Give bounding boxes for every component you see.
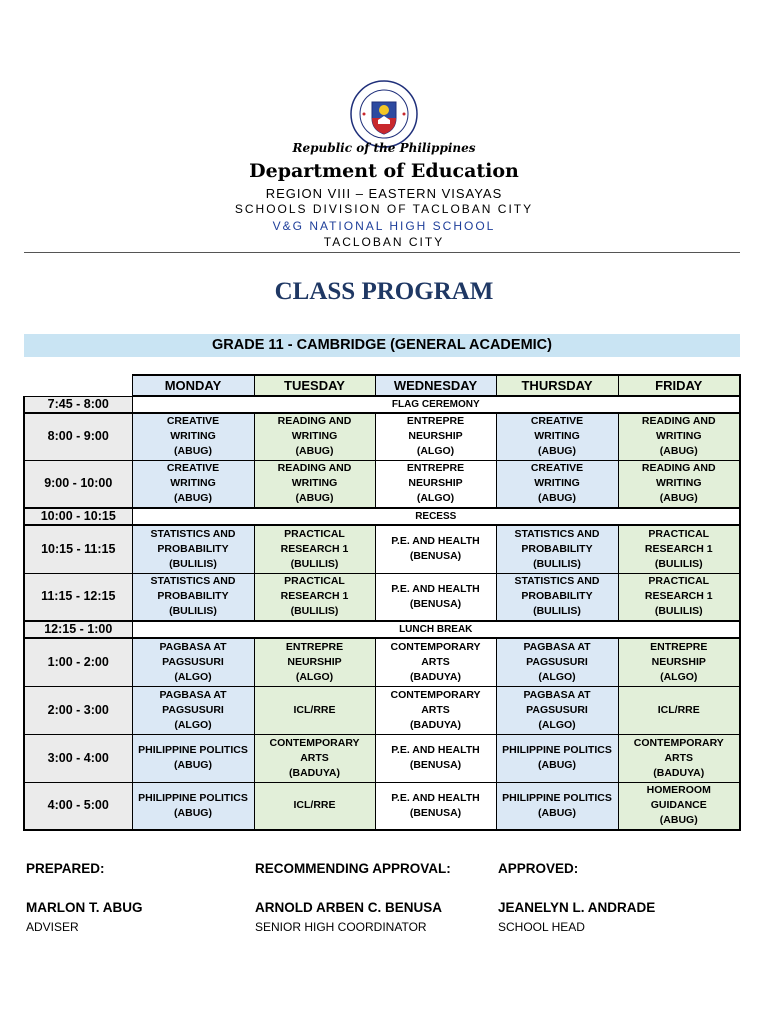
subject-cell bbox=[496, 413, 618, 460]
subject-line: GUIDANCE bbox=[650, 799, 707, 812]
subject-cell bbox=[496, 525, 618, 573]
subject-cell bbox=[618, 573, 740, 621]
subject-cell bbox=[618, 525, 740, 573]
period-row bbox=[24, 525, 740, 573]
subject-line: READING AND bbox=[277, 462, 352, 475]
subject-line: PAGSUSURI bbox=[162, 703, 224, 716]
subject-line: PAGBASA AT bbox=[523, 688, 591, 701]
time-slot: 2:00 - 3:00 bbox=[24, 686, 132, 734]
recommending-label: RECOMMENDING APPROVAL: bbox=[255, 861, 451, 876]
subject-line: PAGSUSURI bbox=[526, 703, 588, 716]
subject-line: PHILIPPINE POLITICS bbox=[138, 791, 248, 804]
subject-cell bbox=[132, 413, 254, 460]
subject-line: (ALGO) bbox=[538, 718, 576, 731]
subject-line: (BADUYA) bbox=[289, 766, 340, 779]
subject-cell bbox=[496, 638, 618, 686]
subject-line: (BADUYA) bbox=[653, 766, 705, 779]
page-title: CLASS PROGRAM bbox=[274, 278, 494, 305]
subject-line: WRITING bbox=[656, 430, 702, 443]
day-header: WEDNESDAY bbox=[375, 375, 496, 396]
subject-line: WRITING bbox=[291, 477, 338, 490]
subject-line: STATISTICS AND bbox=[514, 575, 600, 588]
subject-line: (BULILIS) bbox=[533, 557, 581, 570]
subject-line: (BULILIS) bbox=[654, 557, 703, 570]
break-label: RECESS bbox=[132, 508, 740, 525]
subject-line: (ABUG) bbox=[538, 445, 576, 458]
time-slot: 10:00 - 10:15 bbox=[24, 508, 132, 525]
subject-line: RESEARCH 1 bbox=[644, 590, 713, 603]
subject-line: CONTEMPORARY bbox=[633, 736, 724, 749]
subject-line: (ABUG) bbox=[295, 445, 334, 458]
time-slot: 9:00 - 10:00 bbox=[24, 460, 132, 508]
subject-line: CREATIVE bbox=[166, 415, 220, 428]
subject-line: RESEARCH 1 bbox=[280, 590, 349, 603]
subject-line: (ABUG) bbox=[174, 445, 212, 458]
break-row bbox=[24, 508, 740, 525]
period-row bbox=[24, 638, 740, 686]
period-row bbox=[24, 686, 740, 734]
head-name: JEANELYN L. ANDRADE bbox=[498, 900, 656, 915]
subject-line: (BULILIS) bbox=[169, 557, 217, 570]
subject-line: RESEARCH 1 bbox=[280, 542, 349, 555]
period-row bbox=[24, 460, 740, 508]
subject-cell bbox=[375, 782, 496, 830]
day-header: MONDAY bbox=[132, 375, 254, 396]
subject-line: (ALGO) bbox=[174, 670, 212, 683]
subject-line: ENTREPRE bbox=[285, 640, 344, 653]
subject-line: P.E. AND HEALTH bbox=[391, 744, 480, 756]
subject-line: (BADUYA) bbox=[410, 718, 461, 731]
subject-line: PROBABILITY bbox=[157, 590, 229, 603]
time-slot: 11:15 - 12:15 bbox=[24, 573, 132, 621]
grade-banner: GRADE 11 - CAMBRIDGE (GENERAL ACADEMIC) bbox=[24, 334, 740, 357]
subject-cell bbox=[132, 686, 254, 734]
coordinator-name: ARNOLD ARBEN C. BENUSA bbox=[255, 900, 443, 915]
time-slot: 7:45 - 8:00 bbox=[24, 396, 132, 413]
subject-cell bbox=[132, 525, 254, 573]
subject-cell bbox=[618, 413, 740, 460]
subject-cell bbox=[132, 460, 254, 508]
subject-line: PAGSUSURI bbox=[526, 655, 588, 668]
subject-line: P.E. AND HEALTH bbox=[391, 582, 480, 595]
subject-cell bbox=[132, 782, 254, 830]
subject-line: CONTEMPORARY bbox=[269, 736, 360, 749]
subject-line: ARTS bbox=[300, 751, 329, 764]
period-row bbox=[24, 734, 740, 782]
subject-line: ICL/RRE bbox=[293, 703, 336, 716]
subject-line: NEURSHIP bbox=[287, 655, 342, 668]
subject-line: WRITING bbox=[534, 477, 580, 490]
subject-line: RESEARCH 1 bbox=[644, 542, 713, 555]
subject-line: PROBABILITY bbox=[157, 542, 229, 555]
subject-cell bbox=[375, 686, 496, 734]
subject-line: (BULILIS) bbox=[290, 557, 339, 570]
subject-line: (BENUSA) bbox=[409, 759, 462, 771]
subject-line: (ABUG) bbox=[659, 814, 698, 827]
subject-line: CREATIVE bbox=[530, 462, 584, 475]
subject-line: NEURSHIP bbox=[651, 655, 706, 668]
time-slot: 8:00 - 9:00 bbox=[24, 413, 132, 460]
time-slot: 12:15 - 1:00 bbox=[24, 621, 132, 638]
subject-line: PHILIPPINE POLITICS bbox=[138, 744, 248, 756]
subject-line: ARTS bbox=[421, 655, 450, 668]
subject-cell bbox=[618, 686, 740, 734]
subject-line: PAGBASA AT bbox=[159, 640, 227, 653]
subject-line: READING AND bbox=[641, 415, 716, 428]
header-divider bbox=[24, 252, 740, 253]
subject-line: (ALGO) bbox=[174, 718, 212, 731]
subject-line: PROBABILITY bbox=[521, 590, 593, 603]
prepared-label: PREPARED: bbox=[26, 861, 105, 876]
city-line: TACLOBAN CITY bbox=[323, 235, 445, 249]
subject-line: (ALGO) bbox=[416, 445, 455, 458]
subject-line: STATISTICS AND bbox=[150, 527, 236, 540]
adviser-name: MARLON T. ABUG bbox=[26, 900, 143, 915]
subject-line: CREATIVE bbox=[166, 462, 220, 475]
subject-line: (BULILIS) bbox=[533, 605, 581, 618]
approved-label: APPROVED: bbox=[498, 861, 579, 876]
subject-line: WRITING bbox=[656, 477, 702, 490]
subject-cell bbox=[254, 782, 375, 830]
subject-cell bbox=[496, 782, 618, 830]
subject-line: ICL/RRE bbox=[657, 703, 700, 716]
subject-line: P.E. AND HEALTH bbox=[391, 535, 480, 548]
subject-line: STATISTICS AND bbox=[150, 575, 236, 588]
subject-line: (BADUYA) bbox=[410, 670, 461, 683]
period-row bbox=[24, 413, 740, 460]
republic-heading: Republic of the Philippines bbox=[292, 141, 476, 155]
subject-line: (ABUG) bbox=[174, 759, 212, 771]
subject-line: (BULILIS) bbox=[654, 605, 703, 618]
time-slot: 4:00 - 5:00 bbox=[24, 782, 132, 830]
subject-cell bbox=[254, 573, 375, 621]
subject-cell bbox=[496, 734, 618, 782]
subject-cell bbox=[375, 638, 496, 686]
subject-line: (ABUG) bbox=[174, 806, 212, 819]
subject-line: WRITING bbox=[170, 477, 216, 490]
subject-cell bbox=[618, 782, 740, 830]
subject-line: PRACTICAL bbox=[648, 527, 710, 540]
subject-line: ENTREPRE bbox=[406, 415, 465, 428]
day-header-row bbox=[24, 375, 740, 396]
subject-line: (ABUG) bbox=[538, 492, 576, 505]
subject-line: CONTEMPORARY bbox=[390, 688, 481, 701]
subject-line: (ABUG) bbox=[538, 759, 576, 771]
break-label: FLAG CEREMONY bbox=[132, 396, 740, 413]
subject-line: (ABUG) bbox=[659, 492, 698, 505]
subject-line: ENTREPRE bbox=[650, 640, 708, 653]
subject-cell bbox=[496, 460, 618, 508]
subject-cell bbox=[132, 734, 254, 782]
subject-line: WRITING bbox=[170, 430, 216, 443]
subject-line: (BENUSA) bbox=[409, 550, 462, 563]
subject-line: (BULILIS) bbox=[290, 605, 339, 618]
day-header: TUESDAY bbox=[254, 375, 375, 396]
subject-line: STATISTICS AND bbox=[514, 527, 600, 540]
time-slot: 1:00 - 2:00 bbox=[24, 638, 132, 686]
subject-line: (ALGO) bbox=[416, 492, 455, 505]
subject-cell bbox=[254, 686, 375, 734]
subject-line: (ALGO) bbox=[295, 670, 334, 683]
subject-line: PRACTICAL bbox=[284, 575, 345, 588]
subject-line: READING AND bbox=[277, 415, 352, 428]
subject-line: ENTREPRE bbox=[406, 462, 465, 475]
deped-seal-icon bbox=[350, 80, 418, 148]
period-row bbox=[24, 573, 740, 621]
subject-line: (ABUG) bbox=[659, 445, 698, 458]
subject-cell bbox=[375, 413, 496, 460]
subject-cell bbox=[254, 460, 375, 508]
corner-cell bbox=[24, 375, 132, 396]
subject-line: (ABUG) bbox=[295, 492, 334, 505]
subject-line: ICL/RRE bbox=[293, 799, 336, 812]
subject-line: (BULILIS) bbox=[169, 605, 217, 618]
time-slot: 3:00 - 4:00 bbox=[24, 734, 132, 782]
subject-cell bbox=[618, 734, 740, 782]
subject-cell bbox=[254, 525, 375, 573]
subject-line: PHILIPPINE POLITICS bbox=[502, 791, 612, 804]
subject-line: (ABUG) bbox=[174, 492, 212, 505]
subject-line: ARTS bbox=[421, 703, 450, 716]
subject-line: PAGBASA AT bbox=[523, 640, 591, 653]
subject-cell bbox=[496, 686, 618, 734]
subject-cell bbox=[375, 573, 496, 621]
subject-line: (BENUSA) bbox=[409, 806, 462, 819]
subject-cell bbox=[375, 460, 496, 508]
head-role: SCHOOL HEAD bbox=[498, 920, 585, 934]
subject-line: PAGSUSURI bbox=[162, 655, 224, 668]
subject-cell bbox=[618, 638, 740, 686]
subject-line: PROBABILITY bbox=[521, 542, 593, 555]
break-row bbox=[24, 621, 740, 638]
subject-line: (ABUG) bbox=[538, 806, 576, 819]
subject-line: CREATIVE bbox=[530, 415, 584, 428]
subject-line: P.E. AND HEALTH bbox=[391, 791, 480, 804]
region-line: REGION VIII – EASTERN VISAYAS bbox=[265, 186, 503, 201]
day-header: THURSDAY bbox=[496, 375, 618, 396]
time-slot: 10:15 - 11:15 bbox=[24, 525, 132, 573]
subject-line: PRACTICAL bbox=[648, 575, 710, 588]
subject-cell bbox=[254, 413, 375, 460]
day-header: FRIDAY bbox=[618, 375, 740, 396]
break-label: LUNCH BREAK bbox=[132, 621, 740, 638]
department-heading: Department of Education bbox=[249, 160, 519, 182]
subject-cell bbox=[496, 573, 618, 621]
subject-cell bbox=[375, 525, 496, 573]
subject-cell bbox=[132, 638, 254, 686]
schedule-table bbox=[23, 374, 741, 831]
subject-line: READING AND bbox=[641, 462, 716, 475]
period-row bbox=[24, 782, 740, 830]
subject-line: PRACTICAL bbox=[284, 527, 345, 540]
subject-cell bbox=[618, 460, 740, 508]
coordinator-role: SENIOR HIGH COORDINATOR bbox=[255, 920, 427, 934]
subject-line: (ALGO) bbox=[660, 670, 698, 683]
subject-line: (BENUSA) bbox=[409, 597, 462, 610]
subject-line: (ALGO) bbox=[538, 670, 576, 683]
subject-line: CONTEMPORARY bbox=[390, 640, 481, 653]
subject-line: NEURSHIP bbox=[408, 477, 463, 490]
subject-line: PHILIPPINE POLITICS bbox=[502, 744, 612, 756]
subject-cell bbox=[254, 638, 375, 686]
subject-line: NEURSHIP bbox=[408, 430, 463, 443]
adviser-role: ADVISER bbox=[26, 920, 79, 934]
subject-cell bbox=[375, 734, 496, 782]
subject-cell bbox=[132, 573, 254, 621]
subject-line: PAGBASA AT bbox=[159, 688, 227, 701]
subject-line: WRITING bbox=[291, 430, 338, 443]
subject-cell bbox=[254, 734, 375, 782]
school-line: V&G NATIONAL HIGH SCHOOL bbox=[272, 219, 496, 233]
subject-line: ARTS bbox=[664, 751, 694, 764]
division-line: SCHOOLS DIVISION OF TACLOBAN CITY bbox=[234, 202, 534, 216]
subject-line: HOMEROOM bbox=[646, 784, 711, 797]
subject-line: WRITING bbox=[534, 430, 580, 443]
break-row bbox=[24, 396, 740, 413]
